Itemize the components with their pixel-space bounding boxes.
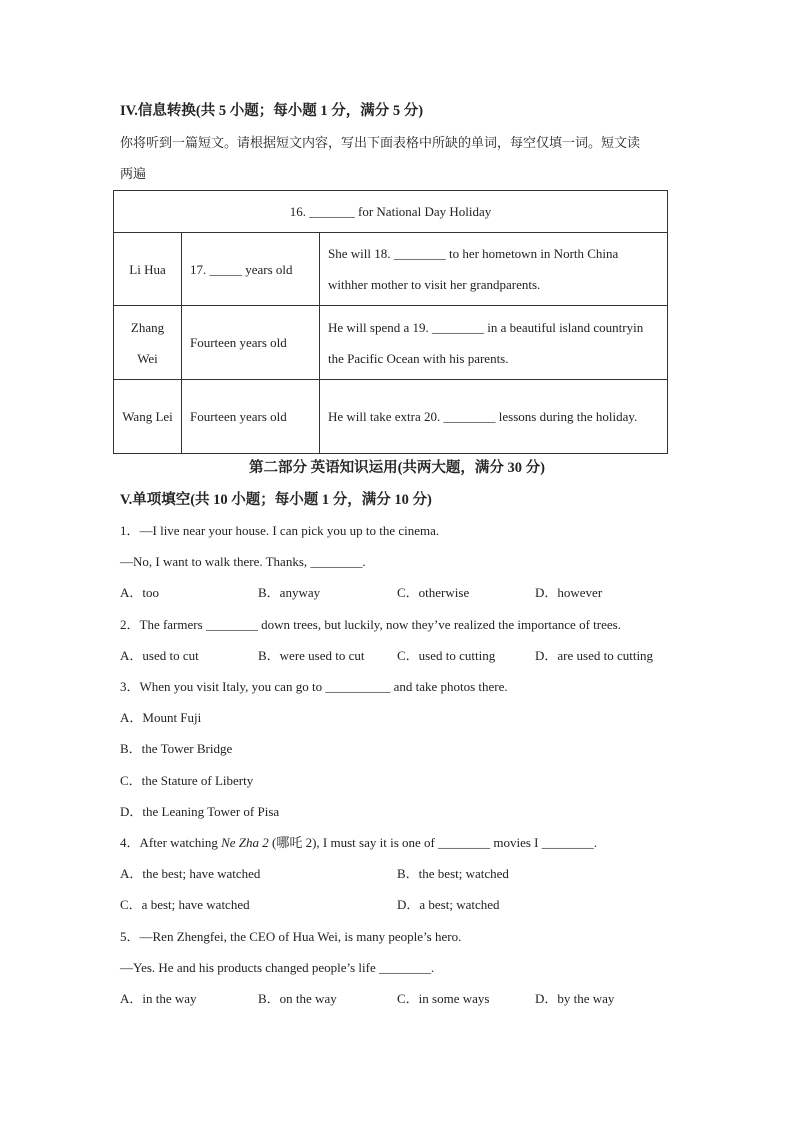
table-cell-name: Wang Lei: [114, 380, 182, 454]
q5-option-a: A．in the way: [120, 991, 197, 1006]
q4-option-d: D．a best; watched: [397, 897, 500, 912]
part2-heading: 第二部分 英语知识运用(共两大题，满分 30 分): [248, 460, 546, 476]
q3-option-d: D．the Leaning Tower of Pisa: [120, 804, 280, 819]
table-cell-plan: He will spend a 19. ________ in a beautiful island countryin the Pacific Ocean with his parents.: [320, 306, 668, 380]
table-cell-plan: She will 18. ________ to her hometown in North China withher mother to visit her grandparents.: [320, 233, 668, 306]
info-table: [113, 190, 668, 454]
q2-option-c: C．used to cutting: [397, 648, 496, 663]
table-row: [114, 380, 668, 454]
table-title: 16. _______ for National Day Holiday: [114, 191, 668, 233]
table-cell-age: Fourteen years old: [182, 306, 320, 380]
q4-option-a: A．the best; have watched: [120, 866, 261, 881]
section5-heading: V.单项填空(共 10 小题；每小题 1 分，满分 10 分): [120, 492, 432, 508]
q1-stem: 1．—I live near your house. I can pick you up to the cinema.: [120, 523, 440, 538]
q4-stem: [120, 834, 597, 852]
q1-option-a: A．too: [120, 585, 160, 600]
q4-stem-prefix: 4．After watching: [120, 835, 222, 850]
q1-option-d: D．however: [535, 585, 603, 600]
q3-option-b: B．the Tower Bridge: [120, 741, 233, 756]
q5-reply: —Yes. He and his products changed people’s life ________.: [120, 960, 435, 975]
q4-option-b: B．the best; watched: [397, 866, 509, 881]
q4-option-c: C．a best; have watched: [120, 897, 250, 912]
q3-option-c: C．the Stature of Liberty: [120, 773, 254, 788]
q5-stem: 5．—Ren Zhengfei, the CEO of Hua Wei, is many people’s hero.: [120, 929, 462, 944]
q5-option-d: D．by the way: [535, 991, 615, 1006]
table-cell-name: Li Hua: [114, 233, 182, 306]
q3-option-a: A．Mount Fuji: [120, 710, 202, 725]
q3-stem: 3．When you visit Italy, you can go to __________ and take photos there.: [120, 679, 508, 694]
table-cell-plan: He will take extra 20. ________ lessons during the holiday.: [320, 380, 668, 454]
q5-option-b: B．on the way: [258, 991, 337, 1006]
table-row: [114, 233, 668, 306]
q5-option-c: C．in some ways: [397, 991, 490, 1006]
q4-movie-title: Ne Zha 2: [221, 835, 269, 850]
q2-stem: 2．The farmers ________ down trees, but luckily, now they’ve realized the importance of trees.: [120, 617, 621, 632]
table-cell-name: Zhang Wei: [114, 306, 182, 380]
q2-option-a: A．used to cut: [120, 648, 199, 663]
q1-option-b: B．anyway: [258, 585, 321, 600]
q2-option-b: B．were used to cut: [258, 648, 365, 663]
section4-heading: IV.信息转换(共 5 小题；每小题 1 分，满分 5 分): [120, 103, 424, 119]
q1-option-c: C．otherwise: [397, 585, 470, 600]
q1-reply: —No, I want to walk there. Thanks, ________.: [120, 554, 366, 569]
section4-instruction-line1: 你将听到一篇短文。请根据短文内容，写出下面表格中所缺的单词，每空仅填一词。短文读: [120, 135, 641, 150]
q4-stem-suffix: (哪吒 2), I must say it is one of ________ movies I ________.: [268, 835, 597, 850]
table-cell-age: 17. _____ years old: [182, 233, 320, 306]
table-row: [114, 306, 668, 380]
q2-option-d: D．are used to cutting: [535, 648, 654, 663]
table-cell-age: Fourteen years old: [182, 380, 320, 454]
section4-instruction-line2: 两遍: [120, 166, 147, 181]
